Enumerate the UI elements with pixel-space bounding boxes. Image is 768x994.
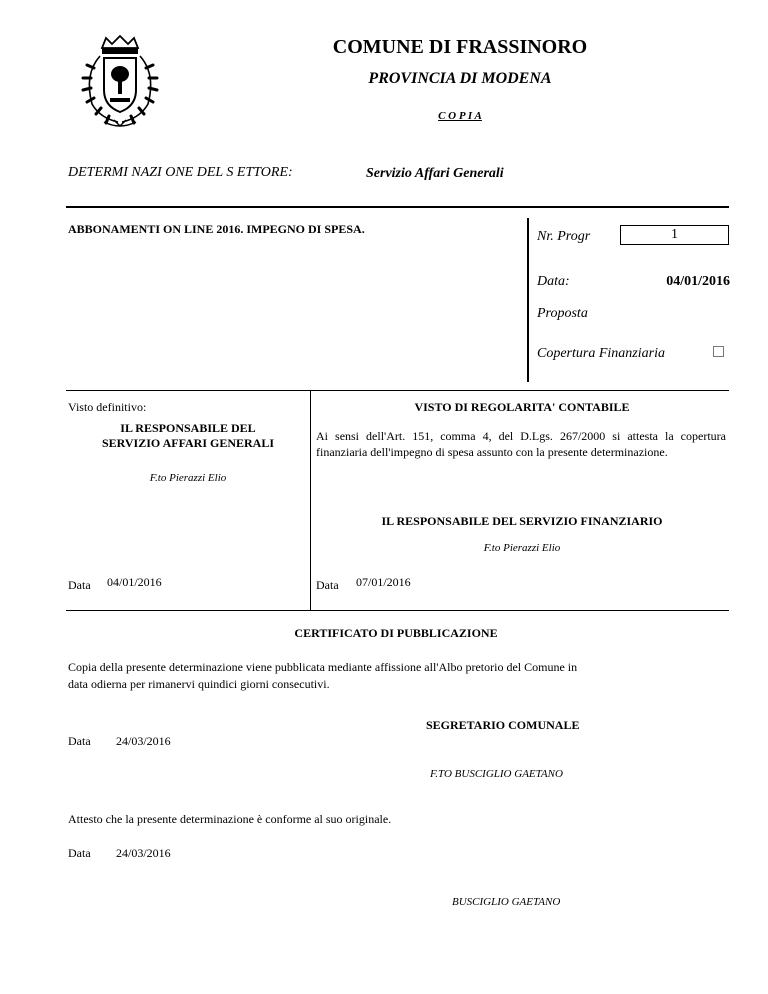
certificato-data-value: 24/03/2016 [116,734,171,748]
certificato-text-line1: Copia della presente determinazione viene pubblicata mediante affissione all'Albo pretorio del Comune in [68,660,578,674]
firma-responsabile: F.to Pierazzi Elio [149,472,227,484]
certificato-title: CERTIFICATO DI PUBBLICAZIONE [294,626,498,640]
copia-label: C O P I A [438,110,482,122]
nr-progr-box [620,225,729,245]
attesto-data-label: Data [68,846,91,860]
visto-definitivo-label: Visto definitivo: [68,400,147,414]
regolarita-data-label: Data [316,578,339,592]
proposta-label: Proposta [537,306,588,321]
firma-attesto: BUSCIGLIO GAETANO [452,896,561,908]
coat-of-arms-icon [74,34,166,130]
visto-regolarita-text: Ai sensi dell'Art. 151, comma 4, del D.Lgs. 267/2000 si attesta la copertura finanziaria dell'impegno di spesa assunto con la presente determinazione. [316,429,726,459]
provincia-title: PROVINCIA DI MODENA [368,70,552,87]
settore-value: Servizio Affari Generali [366,166,504,181]
regolarita-data-value: 07/01/2016 [356,575,411,589]
certificato-data-label: Data [68,734,91,748]
responsabile-finanziario: IL RESPONSABILE DEL SERVIZIO FINANZIARIO [381,514,663,528]
data-value: 04/01/2016 [666,274,730,289]
firma-finanziario: F.to Pierazzi Elio [483,542,561,554]
firma-segretario: F.TO BUSCIGLIO GAETANO [430,768,563,780]
nr-progr-value: 1 [671,227,678,242]
oggetto: ABBONAMENTI ON LINE 2016. IMPEGNO DI SPESA. [68,222,365,236]
divider-bottom [66,610,729,611]
visto-data-value: 04/01/2016 [107,575,162,589]
segretario-comunale: SEGRETARIO COMUNALE [426,718,580,732]
attesto-data-value: 24/03/2016 [116,846,171,860]
divider-columns-vertical [310,391,311,611]
copertura-label: Copertura Finanziaria [537,346,665,361]
responsabile-line1: IL RESPONSABILE DEL [120,421,256,435]
divider-info-vertical [527,218,529,382]
attesto-text: Attesto che la presente determinazione è conforme al suo originale. [68,812,392,826]
divider-top [66,206,729,208]
visto-data-label: Data [68,578,91,592]
responsabile-line2: SERVIZIO AFFARI GENERALI [101,436,275,450]
nr-progr-label: Nr. Progr [537,229,591,244]
checkbox-icon[interactable] [713,346,724,357]
comune-title: COMUNE DI FRASSINORO [332,36,588,58]
visto-regolarita-title: VISTO DI REGOLARITA' CONTABILE [414,400,630,414]
data-label: Data: [537,274,570,289]
determinazione-label: DETERMI NAZI ONE DEL S ETTORE: [68,165,293,180]
certificato-text-line2: data odierna per rimanervi quindici giorni consecutivi. [68,677,330,691]
divider-middle [66,390,729,391]
